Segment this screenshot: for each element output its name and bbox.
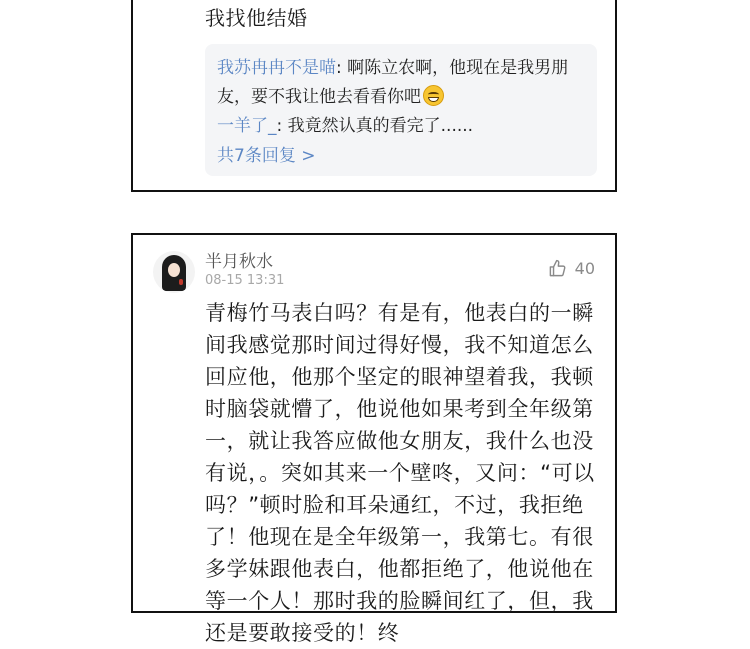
avatar-accent-shape	[179, 279, 183, 285]
reply-text: 啊陈立农啊，他现在是我男朋友，要不我让他去看看你吧	[217, 58, 569, 107]
comment-text: 我找他结婚	[205, 6, 308, 30]
comment-card-previous	[131, 0, 617, 192]
grinning-face-icon	[423, 85, 444, 106]
avatar[interactable]	[153, 251, 195, 293]
comment-timestamp: 08-15 13:31	[205, 273, 285, 288]
like-count: 40	[574, 259, 595, 278]
reply-text: 我竟然认真的看完了......	[287, 116, 474, 136]
comment-card	[131, 233, 617, 645]
comment-body: 青梅竹马表白吗？有是有，他表白的一瞬间我感觉那时间过得好慢，我不知道怎么回应他，他那个坚定的眼神望着我，我顿时脑袋就懵了，他说他如果考到全年级第一，就让我答应做他女朋友，我什么也没有说，。突如其来一个壁咚，又问：“可以吗？”顿时脸和耳朵通红，不过，我拒绝了！他现在是全年级第一，我第七。有很多学妹跟他表白，他都拒绝了，他说他在等一个人！那时我的脸瞬间红了，但，我还是要敢接受的！终	[205, 301, 595, 645]
replies-box[interactable]	[205, 44, 597, 176]
reply-item[interactable]: 一羊了_: 我竟然认真的看完了......	[217, 116, 474, 136]
reply-username[interactable]: 我苏冉冉不是喵	[217, 58, 336, 78]
view-all-replies-link[interactable]: 共7条回复 >	[217, 146, 316, 166]
thumbs-up-icon	[548, 259, 567, 278]
avatar-face-shape	[168, 263, 180, 277]
reply-username[interactable]: 一羊了_	[217, 116, 277, 136]
author-name[interactable]: 半月秋水	[205, 252, 273, 272]
like-button[interactable]	[548, 259, 595, 278]
reply-item[interactable]: 我苏冉冉不是喵: 啊陈立农啊，他现在是我男朋友，要不我让他去看看你吧	[217, 58, 569, 107]
